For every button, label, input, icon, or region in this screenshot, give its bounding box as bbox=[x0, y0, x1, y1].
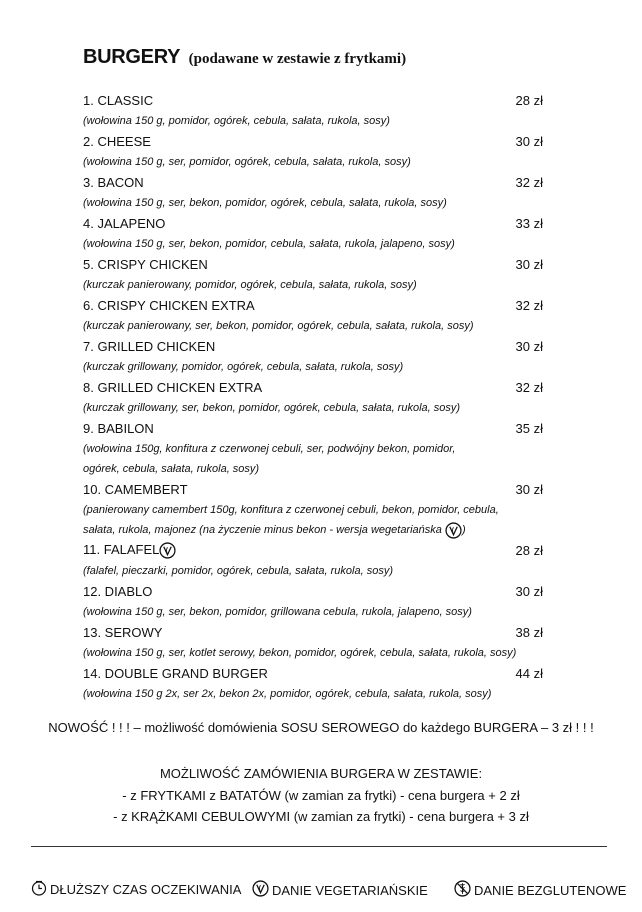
menu-item-row bbox=[83, 131, 543, 152]
menu-item-row bbox=[83, 295, 543, 316]
menu-item-name: 6. CRISPY CHICKEN EXTRA bbox=[83, 298, 255, 313]
menu-item-price: 32 zł bbox=[515, 298, 543, 313]
menu-item-price: 33 zł bbox=[515, 216, 543, 231]
menu-item bbox=[83, 479, 543, 540]
menu-item bbox=[83, 131, 543, 172]
menu-item-price: 32 zł bbox=[515, 380, 543, 395]
menu-item-name-wrap bbox=[83, 482, 188, 497]
menu-item-name-wrap bbox=[83, 175, 144, 190]
menu-item-description-line2: sałata, rukola, majonez (na życzenie minus bekon - wersja wegetariańska bbox=[83, 524, 445, 536]
menu-item bbox=[83, 581, 543, 622]
menu-item-description: (wołowina 150 g, ser, bekon, pomidor, cebula, sałata, rukola, jalapeno, sosy) bbox=[83, 238, 455, 250]
legend-wait bbox=[31, 880, 241, 899]
clock-icon bbox=[31, 880, 50, 899]
menu-item-price: 30 zł bbox=[515, 134, 543, 149]
menu-item-name: 8. GRILLED CHICKEN EXTRA bbox=[83, 380, 263, 395]
menu-item bbox=[83, 172, 543, 213]
menu-item-description: (panierowany camembert 150g, konfitura z czerwonej cebuli, bekon, pomidor, cebula, bbox=[83, 504, 499, 516]
menu-item-row bbox=[83, 663, 543, 684]
menu-item-row bbox=[83, 172, 543, 193]
gluten-free-icon bbox=[454, 880, 474, 900]
menu-item-name-wrap bbox=[83, 584, 152, 599]
menu-item-price: 28 zł bbox=[515, 93, 543, 108]
menu-item bbox=[83, 90, 543, 131]
menu-item-name: 4. JALAPENO bbox=[83, 216, 166, 231]
menu-item bbox=[83, 540, 543, 581]
menu-item-name-wrap bbox=[83, 216, 165, 231]
set-option-sweet-potato: - z FRYTKAMI z BATATÓW (w zamian za frytki) - cena burgera + 2 zł bbox=[122, 788, 520, 803]
new-sauce-note: NOWOŚĆ ! ! ! – możliwość domówienia SOSU SEROWEGO do każdego BURGERA – 3 zł ! ! ! bbox=[48, 720, 594, 735]
vegetarian-icon bbox=[252, 880, 272, 900]
menu-item bbox=[83, 213, 543, 254]
footer-divider bbox=[31, 846, 607, 847]
menu-item-name-wrap bbox=[83, 339, 215, 354]
menu-item-row bbox=[83, 622, 543, 643]
menu-item-name-wrap bbox=[83, 666, 268, 681]
set-heading: MOŻLIWOŚĆ ZAMÓWIENIA BURGERA W ZESTAWIE: bbox=[159, 766, 483, 781]
menu-item-name-wrap bbox=[83, 257, 208, 272]
menu-item-price: 35 zł bbox=[515, 421, 543, 436]
menu-item-row bbox=[83, 336, 543, 357]
menu-item-name: 10. CAMEMBERT bbox=[83, 482, 188, 497]
legend-gluten-free-label: DANIE BEZGLUTENOWE bbox=[474, 882, 627, 898]
menu-item-description: (wołowina 150 g, ser, kotlet serowy, bekon, pomidor, ogórek, cebula, sałata, rukola, sosy) bbox=[83, 647, 517, 659]
menu-item-description: (kurczak grillowany, pomidor, ogórek, cebula, sałata, rukola, sosy) bbox=[83, 361, 404, 373]
menu-item-row bbox=[83, 418, 543, 439]
legend-vegetarian bbox=[252, 880, 428, 900]
menu-item-description: (kurczak panierowany, pomidor, ogórek, cebula, sałata, rukola, sosy) bbox=[83, 279, 417, 291]
menu-item bbox=[83, 336, 543, 377]
menu-item-name: 5. CRISPY CHICKEN bbox=[83, 257, 208, 272]
menu-item-name-wrap bbox=[83, 421, 154, 436]
menu-item-price: 32 zł bbox=[515, 175, 543, 190]
legend-vegetarian-label: DANIE VEGETARIAŃSKIE bbox=[272, 882, 428, 898]
menu-item-description: (wołowina 150 g, ser, bekon, pomidor, grillowana cebula, rukola, jalapeno, sosy) bbox=[83, 606, 472, 618]
menu-item bbox=[83, 418, 543, 479]
menu-item-name: 2. CHEESE bbox=[83, 134, 151, 149]
legend-gluten-free bbox=[454, 880, 626, 900]
menu-item bbox=[83, 622, 543, 663]
menu-item-description: (wołowina 150 g 2x, ser 2x, bekon 2x, pomidor, ogórek, cebula, sałata, rukola, sosy) bbox=[83, 688, 492, 700]
menu-item-name-wrap bbox=[83, 625, 162, 640]
menu-item-name: 7. GRILLED CHICKEN bbox=[83, 339, 216, 354]
menu-item-name-wrap bbox=[83, 380, 262, 395]
menu-item-name-wrap bbox=[83, 93, 153, 108]
menu-item-price: 30 zł bbox=[515, 482, 543, 497]
menu-item-row bbox=[83, 377, 543, 398]
menu-item-description: (wołowina 150 g, pomidor, ogórek, cebula, sałata, rukola, sosy) bbox=[83, 115, 390, 127]
menu-item bbox=[83, 663, 543, 704]
menu-item-description: (wołowina 150 g, ser, bekon, pomidor, ogórek, cebula, sałata, rukola, sosy) bbox=[83, 197, 447, 209]
menu-section-title bbox=[83, 46, 406, 69]
menu-item-description: (kurczak panierowany, ser, bekon, pomidor, ogórek, cebula, sałata, rukola, sosy) bbox=[83, 320, 474, 332]
menu-item-description: (wołowina 150 g, ser, pomidor, ogórek, cebula, sałata, rukola, sosy) bbox=[83, 156, 411, 168]
menu-item-row bbox=[83, 213, 543, 234]
menu-item-row bbox=[83, 254, 543, 275]
menu-item-price: 38 zł bbox=[515, 625, 543, 640]
menu-item-name-wrap bbox=[83, 298, 255, 313]
menu-item-name: 3. BACON bbox=[83, 175, 144, 190]
vegetarian-icon bbox=[445, 522, 462, 539]
menu-item-price: 30 zł bbox=[515, 584, 543, 599]
menu-item-description: (kurczak grillowany, ser, bekon, pomidor, ogórek, cebula, sałata, rukola, sosy) bbox=[83, 402, 461, 414]
legend-wait-label: DŁUŻSZY CZAS OCZEKIWANIA bbox=[50, 882, 242, 897]
menu-item-row bbox=[83, 581, 543, 602]
menu-item-price: 30 zł bbox=[515, 339, 543, 354]
menu-item-description-cont bbox=[83, 520, 543, 540]
menu-item-description-cont bbox=[83, 459, 543, 479]
menu-item-name: 9. BABILON bbox=[83, 421, 154, 436]
menu-item bbox=[83, 254, 543, 295]
menu-item-name: 11. FALAFEL bbox=[83, 541, 160, 557]
menu-item bbox=[83, 377, 543, 418]
menu-item-row bbox=[83, 479, 543, 500]
menu-item-price: 28 zł bbox=[515, 543, 543, 558]
menu-item-price: 30 zł bbox=[515, 257, 543, 272]
menu-item-name: 1. CLASSIC bbox=[83, 93, 154, 108]
set-option-onion-rings: - z KRĄŻKAMI CEBULOWYMI (w zamian za frytki) - cena burgera + 3 zł bbox=[113, 809, 529, 824]
menu-item-row bbox=[83, 540, 543, 561]
menu-item bbox=[83, 295, 543, 336]
menu-item-name: 14. DOUBLE GRAND BURGER bbox=[83, 666, 268, 681]
menu-item-description: (wołowina 150g, konfitura z czerwonej cebuli, ser, podwójny bekon, pomidor, bbox=[83, 443, 456, 455]
menu-item-name: 12. DIABLO bbox=[83, 584, 153, 599]
menu-item-name-wrap bbox=[83, 134, 151, 149]
menu-item-price: 44 zł bbox=[515, 666, 543, 681]
menu-item-row bbox=[83, 90, 543, 111]
section-subtitle: (podawane w zestawie z frytkami) bbox=[188, 51, 407, 67]
menu-item-description: (falafel, pieczarki, pomidor, ogórek, cebula, sałata, rukola, sosy) bbox=[83, 565, 393, 577]
menu-item-name-wrap bbox=[83, 542, 176, 559]
menu-item-description-line2: ogórek, cebula, sałata, rukola, sosy) bbox=[83, 463, 260, 475]
vegetarian-icon bbox=[159, 542, 176, 559]
menu-item-description-tail: ) bbox=[461, 524, 466, 536]
menu-item-name: 13. SEROWY bbox=[83, 625, 163, 640]
burger-menu-list bbox=[83, 90, 543, 704]
section-title: BURGERY bbox=[83, 46, 181, 68]
